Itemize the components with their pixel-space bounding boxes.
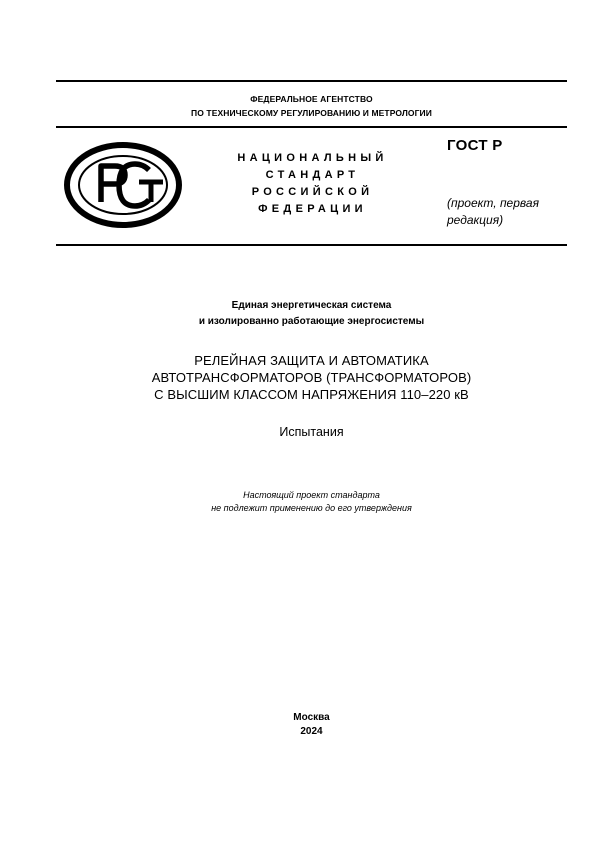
series-line-2: и изолированно работающие энергосистемы — [198, 316, 425, 327]
agency-name — [56, 92, 567, 120]
agency-line-1: ФЕДЕРАЛЬНОЕ АГЕНТСТВО — [250, 94, 373, 104]
gost-designation: ГОСТ Р — [447, 137, 503, 154]
title-line-2: АВТОТРАНСФОРМАТОРОВ (ТРАНСФОРМАТОРОВ) — [151, 370, 472, 385]
header-rule-upper — [56, 126, 567, 128]
rst-logo-icon — [63, 140, 191, 230]
document-title — [56, 352, 567, 403]
national-standard-caption — [200, 150, 425, 218]
document-subtitle: Испытания — [279, 425, 344, 439]
notice-line-2: не подлежит применению до его утверждения — [211, 503, 412, 513]
notice-line-1: Настоящий проект стандарта — [243, 490, 380, 500]
imprint — [56, 711, 567, 739]
draft-edition-note — [447, 195, 572, 229]
standard-series — [56, 298, 567, 330]
year: 2024 — [300, 726, 323, 737]
standard-line-1: НАЦИОНАЛЬНЫЙ — [237, 152, 388, 164]
top-rule — [56, 80, 567, 82]
draft-notice — [56, 489, 567, 515]
standard-line-3: РОССИЙСКОЙ — [251, 186, 374, 198]
draft-note-line-1: (проект, первая — [447, 196, 539, 210]
title-line-1: РЕЛЕЙНАЯ ЗАЩИТА И АВТОМАТИКА — [194, 353, 429, 368]
standard-line-2: СТАНДАРТ — [265, 169, 360, 181]
series-line-1: Единая энергетическая система — [231, 300, 392, 311]
draft-note-line-2: редакция) — [447, 213, 504, 227]
agency-line-2: ПО ТЕХНИЧЕСКОМУ РЕГУЛИРОВАНИЮ И МЕТРОЛОГИИ — [191, 108, 432, 118]
city: Москва — [293, 712, 330, 723]
standard-line-4: ФЕДЕРАЦИИ — [258, 203, 367, 215]
title-line-3: С ВЫСШИМ КЛАССОМ НАПРЯЖЕНИЯ 110–220 кВ — [154, 387, 469, 402]
header-rule-lower — [56, 244, 567, 246]
